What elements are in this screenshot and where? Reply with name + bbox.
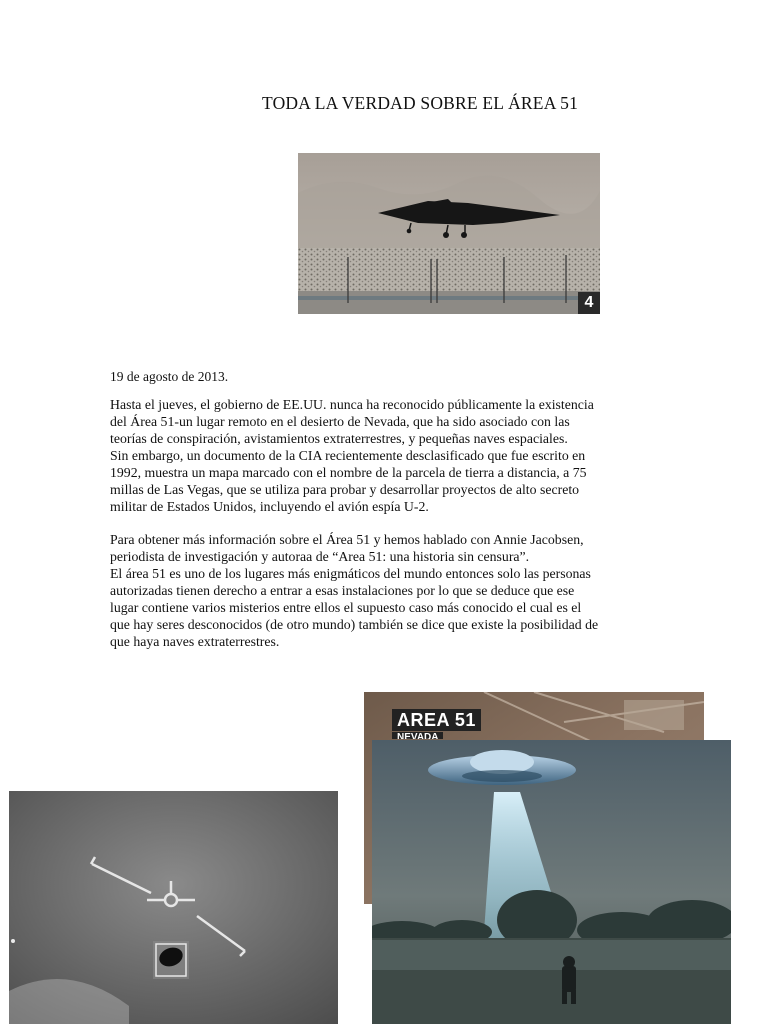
paragraph-line: 1992, muestra un mapa marcado con el nombre de la parcela de tierra a distancia, a 75 bbox=[110, 465, 587, 480]
stealth-jet-photo bbox=[298, 153, 600, 314]
paragraph-line: lugar contiene varios misterios entre ellos el supuesto caso más conocido el cual es el bbox=[110, 600, 582, 615]
paragraph-line: Sin embargo, un documento de la CIA recientemente desclasificado que fue escrito en bbox=[110, 448, 586, 463]
paragraph-line: El área 51 es uno de los lugares más enigmáticos del mundo entonces solo las personas bbox=[110, 566, 591, 581]
infrared-ufo-photo bbox=[9, 791, 338, 1024]
paragraph-line: autorizadas tienen derecho a entrar a esas instalaciones por lo que se deduce que ese bbox=[110, 583, 575, 598]
paragraph-1 bbox=[110, 396, 670, 515]
paragraph-line: Para obtener más información sobre el Área 51 y hemos hablado con Annie Jacobsen, bbox=[110, 532, 584, 547]
paragraph-line: Hasta el jueves, el gobierno de EE.UU. nunca ha reconocido públicamente la existencia bbox=[110, 397, 594, 412]
photo-number-badge: 4 bbox=[578, 292, 600, 314]
paragraph-line: millas de Las Vegas, que se utiliza para probar y desarrollar proyectos de alto secreto bbox=[110, 482, 580, 497]
infrared-reticle-illustration bbox=[9, 791, 338, 1024]
stealth-jet-illustration bbox=[298, 153, 600, 314]
paragraph-line: periodista de investigación y autoraa de “Area 51: una historia sin censura”. bbox=[110, 549, 530, 564]
paragraph-line: militar de Estados Unidos, incluyendo el avión espía U-2. bbox=[110, 499, 429, 514]
news-location-subtag: NEVADA bbox=[392, 732, 443, 739]
paragraph-line: del Área 51-un lugar remoto en el desierto de Nevada, que ha sido asociado con las bbox=[110, 414, 570, 429]
ufo-scene-illustration bbox=[372, 740, 731, 1024]
paragraph-line: que hay seres desconocidos (de otro mundo) también se dice que existe la posibilidad de bbox=[110, 617, 599, 632]
paragraph-line: teorías de conspiración, avistamientos extraterrestres, y pequeñas naves espaciales. bbox=[110, 431, 568, 446]
news-location-tag: AREA 51 bbox=[392, 709, 481, 731]
paragraph-2 bbox=[110, 531, 670, 650]
paragraph-line: que haya naves extraterrestres. bbox=[110, 634, 280, 649]
document-title: TODA LA VERDAD SOBRE EL ÁREA 51 bbox=[262, 93, 579, 113]
document-date: 19 de agosto de 2013. bbox=[110, 369, 229, 384]
ufo-beam-photo bbox=[372, 740, 731, 1024]
